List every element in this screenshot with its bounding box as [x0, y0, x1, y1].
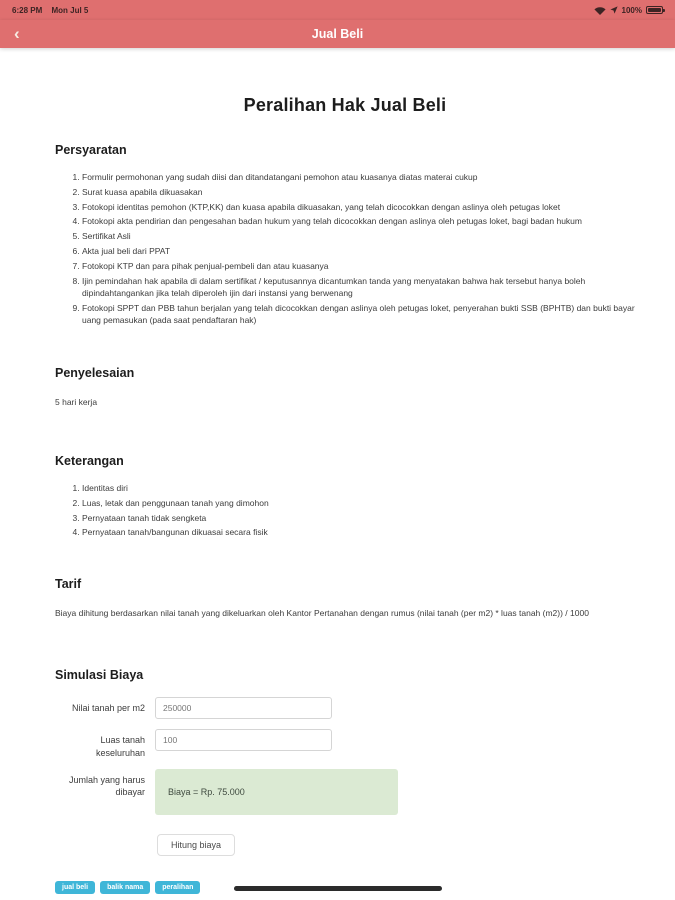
status-date: Mon Jul 5 — [51, 5, 89, 15]
section-heading-persyaratan: Persyaratan — [55, 143, 127, 157]
persyaratan-list-item: 4. Fotokopi akta pendirian dan pengesahan badan hukum yang telah dicocokkan dengan aslinya oleh petugas loket, bagi badan hukum — [82, 215, 635, 227]
nilai-tanah-label: Nilai tanah per m2 — [71, 703, 145, 714]
tag-chip[interactable]: jual beli — [55, 881, 95, 894]
section-heading-penyelesaian: Penyelesaian — [55, 366, 135, 381]
page-title: Peralihan Hak Jual Beli — [243, 95, 447, 115]
section-heading-simulasi: Simulasi Biaya — [55, 668, 144, 683]
form-row-button — [55, 834, 635, 856]
nav-bar — [0, 20, 675, 48]
status-bar — [0, 0, 675, 20]
hitung-biaya-button[interactable]: Hitung biaya — [157, 834, 235, 856]
form-row-nilai-tanah — [55, 697, 635, 719]
persyaratan-list-item: 1. Formulir permohonan yang sudah diisi dan ditandatangani pemohon atau kuasanya diatas materai cukup — [82, 171, 635, 183]
jumlah-bayar-label: Jumlah yang harus dibayar — [68, 774, 145, 797]
persyaratan-list-item: 2. Surat kuasa apabila dikuasakan — [82, 186, 635, 198]
simulasi-form — [55, 697, 635, 855]
section-heading-tarif: Tarif — [55, 576, 82, 591]
form-row-jumlah-bayar — [55, 769, 635, 815]
keterangan-list-item: 4. Pernyataan tanah/bangunan dikuasai secara fisik — [82, 526, 635, 538]
persyaratan-list — [55, 171, 635, 326]
biaya-result-box: Biaya = Rp. 75.000 — [155, 769, 398, 815]
tag-chip[interactable]: balik nama — [100, 881, 150, 894]
wifi-icon — [594, 6, 606, 15]
status-right — [594, 6, 663, 15]
persyaratan-list-item: 5. Sertifikat Asli — [82, 230, 635, 242]
nav-title: Jual Beli — [311, 27, 364, 41]
keterangan-list-item: 1. Identitas diri — [82, 482, 635, 494]
battery-icon — [646, 6, 663, 14]
tarif-text: Biaya dihitung berdasarkan nilai tanah yang dikeluarkan oleh Kantor Pertanahan dengan rumus (nilai tanah (per m2) * luas tanah (m2)) / 1000 — [55, 607, 589, 618]
page-content — [0, 95, 675, 894]
form-row-luas-tanah — [55, 729, 635, 758]
persyaratan-list-item: 8. Ijin pemindahan hak apabila di dalam sertifikat / keputusannya dicantumkan tanda yang menyatakan bahwa hak tersebut hanya boleh dipindahtangankan jika telah diperoleh ijin dari instansi yang berwenang — [82, 275, 635, 300]
section-heading-keterangan: Keterangan — [55, 454, 124, 469]
status-left — [12, 6, 95, 15]
keterangan-list — [55, 482, 635, 539]
nilai-tanah-input[interactable] — [155, 697, 332, 719]
keterangan-list-item: 3. Pernyataan tanah tidak sengketa — [82, 512, 635, 524]
status-time: 6:28 PM — [12, 5, 43, 15]
persyaratan-list-item: 3. Fotokopi identitas pemohon (KTP,KK) dan kuasa apabila dikuasakan, yang telah dicocokkan dengan aslinya oleh petugas loket — [82, 201, 635, 213]
persyaratan-list-item: 6. Akta jual beli dari PPAT — [82, 245, 635, 257]
persyaratan-list-item: 9. Fotokopi SPPT dan PBB tahun berjalan yang telah dicocokkan dengan aslinya oleh petugas loket, penyerahan bukti SSB (BPHTB) dan bukti bayar uang pemasukan (pada saat pendaftaran hak) — [82, 302, 635, 327]
penyelesaian-text: 5 hari kerja — [55, 397, 98, 408]
keterangan-list-item: 2. Luas, letak dan penggunaan tanah yang dimohon — [82, 497, 635, 509]
battery-percent: 100% — [621, 5, 642, 15]
home-indicator[interactable] — [234, 886, 442, 891]
persyaratan-list-item: 7. Fotokopi KTP dan para pihak penjual-pembeli dan atau kuasanya — [82, 260, 635, 272]
back-button[interactable]: ‹ — [14, 24, 20, 43]
location-arrow-icon — [610, 6, 618, 14]
luas-tanah-input[interactable] — [155, 729, 332, 751]
luas-tanah-label: Luas tanah keseluruhan — [95, 735, 145, 758]
tag-chip[interactable]: peralihan — [155, 881, 200, 894]
